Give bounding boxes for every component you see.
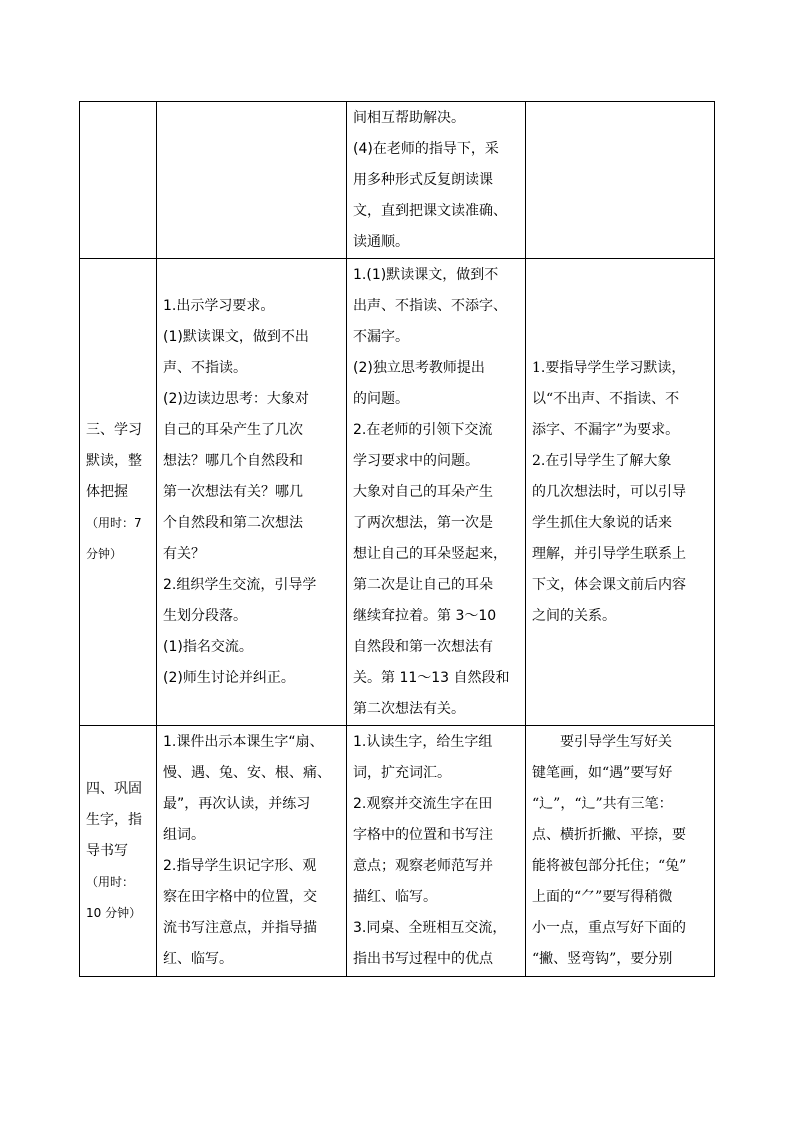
text-line: 2.组织学生交流，引导学 xyxy=(163,576,317,593)
table-row xyxy=(80,726,715,977)
stage-cell xyxy=(80,102,157,259)
text-line: 第二次是让自己的耳朵 xyxy=(353,576,493,593)
text-line: 察在田字格中的位置，交 xyxy=(163,889,317,905)
text-line: 想法？哪几个自然段和 xyxy=(163,452,303,469)
text-line: (2)师生讨论并纠正。 xyxy=(163,669,295,686)
text-line: 描红、临写。 xyxy=(353,889,437,905)
text-line: 词，扩充词汇。 xyxy=(353,765,451,781)
text-line: 慢、遇、兔、安、根、痛、 xyxy=(163,765,331,781)
text-line: “撇、竖弯钩”，要分别 xyxy=(532,951,673,967)
table-row xyxy=(80,102,715,259)
text-line: 上面的“⺈”要写得稍微 xyxy=(532,889,673,905)
text-line: 2.在引导学生了解大象 xyxy=(532,452,672,469)
text-line: 有关？ xyxy=(163,545,205,562)
stage-time-line: 分钟） xyxy=(86,546,123,561)
stage-title-line: 四、巩固 xyxy=(86,780,142,797)
design-intent-cell xyxy=(526,259,715,726)
design-intent-cell xyxy=(526,102,715,259)
text-line: 关。第 11～13 自然段和 xyxy=(353,669,510,686)
text-line: 3.同桌、全班相互交流， xyxy=(353,920,507,936)
text-line: 最”，再次认读，并练习 xyxy=(163,796,311,812)
text-line: 下文，体会课文前后内容 xyxy=(532,576,686,593)
text-line: 用多种形式反复朗读课 xyxy=(353,171,493,188)
student-activity-cell xyxy=(347,726,526,977)
stage-cell xyxy=(80,726,157,977)
text-line: 指出书写过程中的优点 xyxy=(353,951,493,967)
text-line: 流书写注意点，并指导描 xyxy=(163,920,317,936)
text-line: 2.指导学生识记字形、观 xyxy=(163,858,317,874)
text-line: 意点；观察老师范写并 xyxy=(353,858,493,874)
table-row xyxy=(80,259,715,726)
text-line: 第二次想法有关。 xyxy=(353,700,465,717)
text-line: 生划分段落。 xyxy=(163,607,247,624)
text-line: 声、不指读。 xyxy=(163,359,247,376)
stage-title-line: 体把握 xyxy=(86,483,128,500)
stage-time-line: 10 分钟） xyxy=(86,905,142,920)
text-line: 之间的关系。 xyxy=(532,607,616,624)
text-line: “辶”，“辶”共有三笔： xyxy=(532,796,673,812)
text-line: 要引导学生写好关 xyxy=(560,734,672,750)
text-line: 能将被包部分托住；“兔” xyxy=(532,858,687,874)
text-line: 以“不出声、不指读、不 xyxy=(532,390,680,407)
text-line: 2.观察并交流生字在田 xyxy=(353,796,493,812)
text-line: 理解，并引导学生联系上 xyxy=(532,545,686,562)
text-line: 组词。 xyxy=(163,827,205,843)
teacher-activity-cell xyxy=(157,259,347,726)
text-line: 间相互帮助解决。 xyxy=(353,109,465,126)
text-line: 1.要指导学生学习默读， xyxy=(532,359,686,376)
student-activity-cell xyxy=(347,259,526,726)
text-line: (2)独立思考教师提出 xyxy=(353,359,485,376)
text-line: 第一次想法有关？哪几 xyxy=(163,483,303,500)
text-line: 红、临写。 xyxy=(163,951,233,967)
stage-title-line: 导书写 xyxy=(86,842,128,859)
text-line: 继续耷拉着。第 3～10 xyxy=(353,607,497,624)
text-line: 1.(1)默读课文，做到不 xyxy=(353,266,499,283)
text-line: 自己的耳朵产生了几次 xyxy=(163,421,303,438)
text-line: 1.课件出示本课生字“扇、 xyxy=(163,734,324,750)
text-line: 读通顺。 xyxy=(353,233,409,250)
student-activity-cell xyxy=(347,102,526,259)
text-line: 1.认读生字，给生字组 xyxy=(353,734,493,750)
text-line: 的问题。 xyxy=(353,390,409,407)
text-line: 键笔画，如“遇”要写好 xyxy=(532,765,673,781)
text-line: (1)默读课文，做到不出 xyxy=(163,328,309,345)
text-line: 学习要求中的问题。 xyxy=(353,452,479,469)
stage-time-line: （用时： xyxy=(86,874,135,889)
text-line: 了两次想法，第一次是 xyxy=(353,514,493,531)
text-line: (1)指名交流。 xyxy=(163,638,253,655)
text-line: 个自然段和第二次想法 xyxy=(163,514,303,531)
stage-time-line: （用时：7 xyxy=(86,515,142,530)
text-line: (2)边读边思考：大象对 xyxy=(163,390,309,407)
lesson-plan-table xyxy=(79,101,715,977)
text-line: 不漏字。 xyxy=(353,328,409,345)
text-line: (4)在老师的指导下，采 xyxy=(353,140,499,157)
text-line: 出声、不指读、不添字、 xyxy=(353,297,507,314)
text-line: 的几次想法时，可以引导 xyxy=(532,483,686,500)
teacher-activity-cell xyxy=(157,726,347,977)
stage-title-line: 默读，整 xyxy=(86,452,142,469)
text-line: 学生抓住大象说的话来 xyxy=(532,514,672,531)
text-line: 字格中的位置和书写注 xyxy=(353,827,493,843)
stage-cell xyxy=(80,259,157,726)
text-line: 小一点，重点写好下面的 xyxy=(532,920,686,936)
text-line: 2.在老师的引领下交流 xyxy=(353,421,493,438)
text-line: 添字、不漏字”为要求。 xyxy=(532,421,680,438)
design-intent-cell xyxy=(526,726,715,977)
text-line: 1.出示学习要求。 xyxy=(163,297,275,314)
text-line: 文，直到把课文读准确、 xyxy=(353,202,507,219)
text-line: 自然段和第一次想法有 xyxy=(353,638,493,655)
text-line: 大象对自己的耳朵产生 xyxy=(353,483,493,500)
stage-title-line: 三、学习 xyxy=(86,421,142,438)
teacher-activity-cell xyxy=(157,102,347,259)
text-line: 点、横折折撇、平捺，要 xyxy=(532,827,686,843)
text-line: 想让自己的耳朵竖起来， xyxy=(353,545,507,562)
stage-title-line: 生字，指 xyxy=(86,811,142,828)
